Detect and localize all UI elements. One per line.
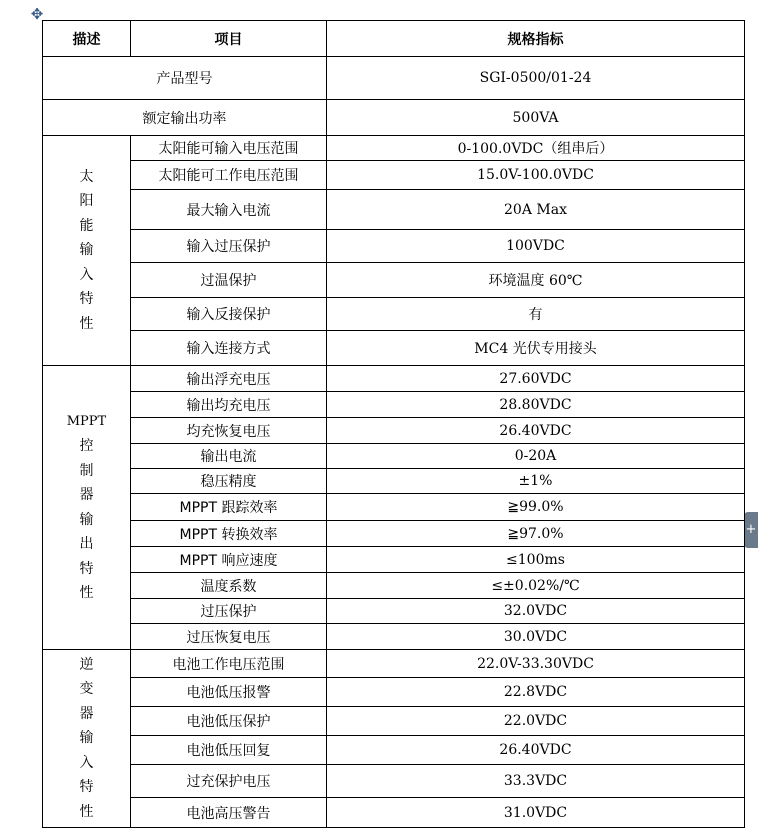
table-row — [43, 331, 745, 366]
table-row — [43, 678, 745, 707]
row-item: 输出浮充电压 — [131, 366, 327, 392]
row-value: ≧97.0% — [327, 521, 745, 547]
table-row — [43, 366, 745, 392]
header-row — [43, 21, 745, 57]
row-item: MPPT 跟踪效率 — [131, 494, 327, 521]
table-row — [43, 392, 745, 418]
table-row — [43, 707, 745, 736]
group-desc-solar: 太 阳 能 输 入 特 性 — [43, 136, 131, 366]
row-value: 22.0V-33.30VDC — [327, 650, 745, 678]
row-value: 20A Max — [327, 190, 745, 230]
table-row — [43, 161, 745, 190]
row-item: 电池低压回复 — [131, 736, 327, 765]
table-row — [43, 547, 745, 573]
table-row — [43, 418, 745, 444]
row-item: 稳压精度 — [131, 469, 327, 494]
row-item: 太阳能可输入电压范围 — [131, 136, 327, 161]
row-item: 输出均充电压 — [131, 392, 327, 418]
row-value: ≤±0.02%/℃ — [327, 573, 745, 599]
table-row — [43, 494, 745, 521]
row-item: 输入过压保护 — [131, 230, 327, 263]
row-value: ≧99.0% — [327, 494, 745, 521]
group-desc-mppt: MPPT 控 制 器 输 出 特 性 — [43, 366, 131, 650]
row-value: 26.40VDC — [327, 418, 745, 444]
table-row — [43, 298, 745, 331]
row-item: 过压恢复电压 — [131, 624, 327, 650]
table-row — [43, 599, 745, 624]
row-value: MC4 光伏专用接头 — [327, 331, 745, 366]
row-item: 电池高压警告 — [131, 798, 327, 828]
table-row — [43, 263, 745, 298]
row-value: 32.0VDC — [327, 599, 745, 624]
row-item: MPPT 转换效率 — [131, 521, 327, 547]
row-item: 最大输入电流 — [131, 190, 327, 230]
row-item: 过温保护 — [131, 263, 327, 298]
table-row — [43, 736, 745, 765]
table-row — [43, 469, 745, 494]
table-row — [43, 521, 745, 547]
table-row — [43, 230, 745, 263]
row-item: 均充恢复电压 — [131, 418, 327, 444]
spec-table — [42, 20, 745, 828]
row-value: 环境温度 60℃ — [327, 263, 745, 298]
row-item: 温度系数 — [131, 573, 327, 599]
row-item: 输入反接保护 — [131, 298, 327, 331]
row-value: ±1% — [327, 469, 745, 494]
row-value: 22.8VDC — [327, 678, 745, 707]
plus-icon[interactable]: + — [744, 512, 758, 548]
table-row — [43, 650, 745, 678]
row-value: 15.0V-100.0VDC — [327, 161, 745, 190]
row-item: 电池低压保护 — [131, 707, 327, 736]
row-value: 100VDC — [327, 230, 745, 263]
table-row — [43, 444, 745, 469]
row-value: 28.80VDC — [327, 392, 745, 418]
power-label: 额定输出功率 — [43, 100, 327, 136]
row-value: 26.40VDC — [327, 736, 745, 765]
row-value: 有 — [327, 298, 745, 331]
row-item: 输出电流 — [131, 444, 327, 469]
row-item: 太阳能可工作电压范围 — [131, 161, 327, 190]
row-value: ≤100ms — [327, 547, 745, 573]
table-row — [43, 573, 745, 599]
group-desc-inverter: 逆 变 器 输 入 特 性 — [43, 650, 131, 828]
table-row — [43, 136, 745, 161]
row-item: 电池低压报警 — [131, 678, 327, 707]
row-item: MPPT 响应速度 — [131, 547, 327, 573]
row-value: 33.3VDC — [327, 765, 745, 798]
row-value: 0-20A — [327, 444, 745, 469]
move-icon[interactable]: ✥ — [30, 5, 44, 23]
row-value: 31.0VDC — [327, 798, 745, 828]
row-item: 过压保护 — [131, 599, 327, 624]
row-value: 30.0VDC — [327, 624, 745, 650]
model-label: 产品型号 — [43, 57, 327, 100]
table-row — [43, 765, 745, 798]
row-item: 过充保护电压 — [131, 765, 327, 798]
row-value: 27.60VDC — [327, 366, 745, 392]
power-value: 500VA — [327, 100, 745, 136]
model-value: SGI-0500/01-24 — [327, 57, 745, 100]
header-desc: 描述 — [43, 21, 131, 57]
table-row — [43, 100, 745, 136]
table-row — [43, 190, 745, 230]
row-value: 22.0VDC — [327, 707, 745, 736]
table-row — [43, 798, 745, 828]
header-item: 项目 — [131, 21, 327, 57]
header-spec: 规格指标 — [327, 21, 745, 57]
row-value: 0-100.0VDC（组串后） — [327, 136, 745, 161]
row-item: 输入连接方式 — [131, 331, 327, 366]
row-item: 电池工作电压范围 — [131, 650, 327, 678]
table-row — [43, 624, 745, 650]
table-row — [43, 57, 745, 100]
